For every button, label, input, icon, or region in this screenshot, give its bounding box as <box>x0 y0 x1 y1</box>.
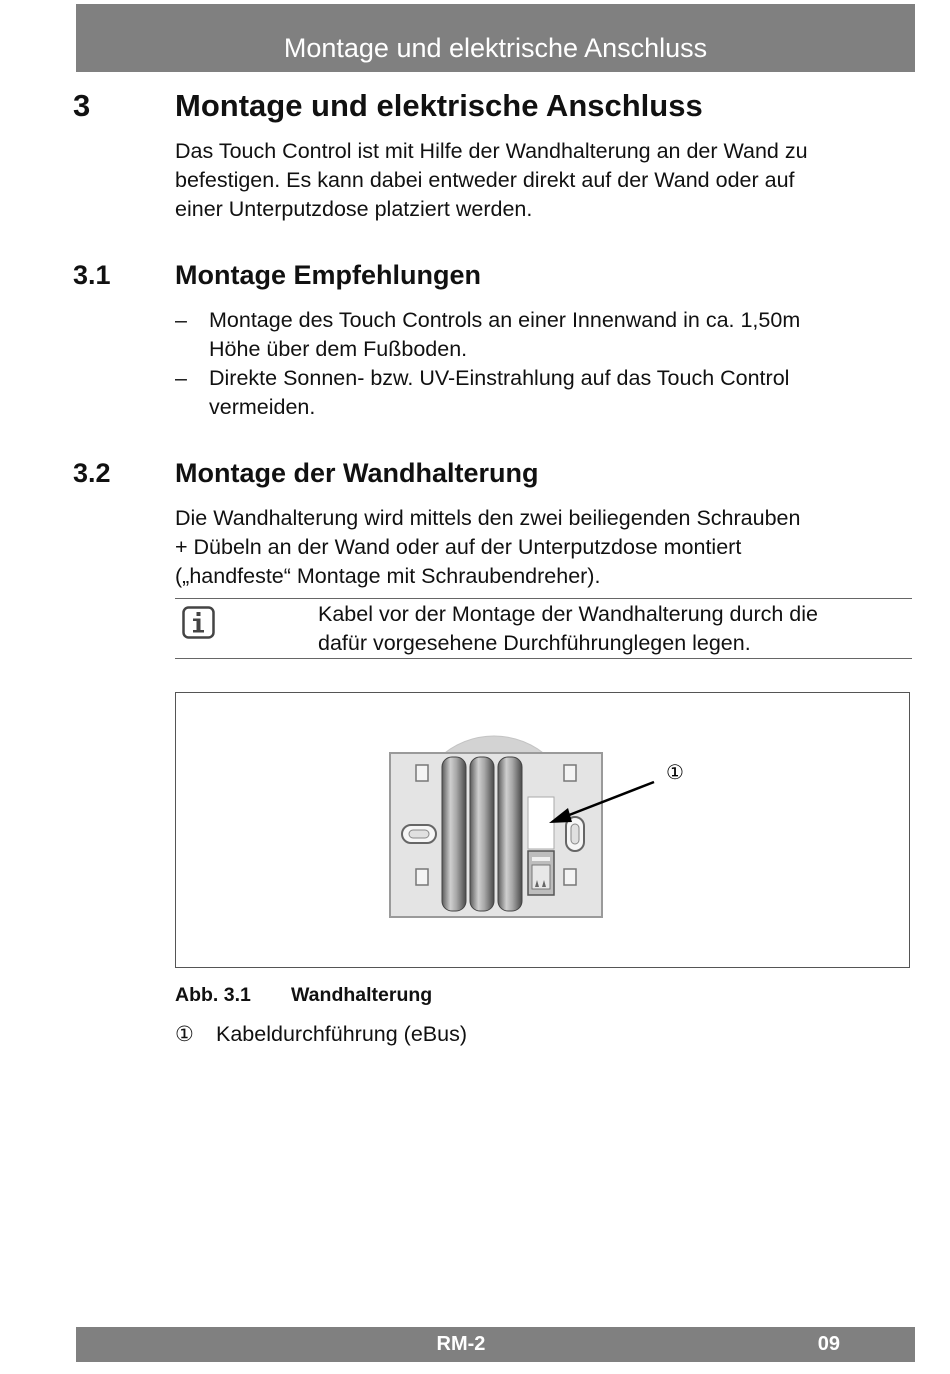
screw-slot-inner <box>409 830 429 838</box>
section-3-1-number: 3.1 <box>73 260 111 290</box>
figure-frame <box>175 692 910 968</box>
note-line: Kabel vor der Montage der Wandhalterung durch die <box>318 602 818 626</box>
paragraph-line: („handfeste“ Montage mit Schraubendreher). <box>175 564 601 588</box>
paragraph-line: + Dübeln an der Wand oder auf der Unterputzdose montiert <box>175 535 742 559</box>
section-3-2-title: Montage der Wandhalterung <box>175 458 539 488</box>
note-text <box>318 600 908 658</box>
screw-slot-inner <box>571 824 579 844</box>
paragraph-line: Die Wandhalterung wird mittels den zwei beiliegenden Schrauben <box>175 506 801 530</box>
bracket-clip <box>416 869 428 885</box>
caption-title: Wandhalterung <box>291 984 433 1006</box>
bullet-line: Montage des Touch Controls an einer Innenwand in ca. 1,50m <box>209 308 801 332</box>
wall-bracket-illustration <box>176 693 911 969</box>
bullet-line: Höhe über dem Fußboden. <box>209 337 468 361</box>
note-top-rule <box>175 598 912 599</box>
note-line: dafür vorgesehene Durchführunglegen legen. <box>318 631 751 655</box>
page-header <box>76 4 915 72</box>
paragraph-line: befestigen. Es kann dabei entweder direkt auf der Wand oder auf <box>175 168 795 192</box>
cable-opening <box>528 797 554 849</box>
footer-doc-id: RM-2 <box>436 1333 486 1355</box>
section-3-number: 3 <box>73 88 91 123</box>
legend-text: Kabeldurchführung (eBus) <box>216 1022 467 1046</box>
bracket-rail <box>498 757 522 911</box>
note-bottom-rule <box>175 658 912 659</box>
bullet-dash: – <box>175 366 187 390</box>
legend-marker: ① <box>175 1023 194 1046</box>
paragraph-line: einer Unterputzdose platziert werden. <box>175 197 533 221</box>
bullet-line: Direkte Sonnen- bzw. UV-Einstrahlung auf das Touch Control <box>209 366 790 390</box>
bracket-rail <box>442 757 466 911</box>
footer-page-number: 09 <box>817 1333 840 1355</box>
info-icon <box>182 606 215 639</box>
bullet-item <box>175 306 895 364</box>
bracket-rail <box>470 757 494 911</box>
bracket-clip <box>416 765 428 781</box>
section-3-2-number: 3.2 <box>73 458 111 488</box>
paragraph-line: Das Touch Control ist mit Hilfe der Wandhalterung an der Wand zu <box>175 139 808 163</box>
page-footer <box>76 1327 915 1362</box>
section-3-title: Montage und elektrische Anschluss <box>175 88 703 123</box>
figure-caption <box>175 984 432 1007</box>
section-3-1-title: Montage Empfehlungen <box>175 260 481 290</box>
bracket-clip <box>564 765 576 781</box>
section-3-2-paragraph <box>175 504 895 591</box>
header-title: Montage und elektrische Anschluss <box>283 33 708 63</box>
callout-marker: ① <box>666 760 684 784</box>
bullet-item <box>175 364 895 422</box>
section-3-paragraph <box>175 137 895 224</box>
figure-legend <box>175 1022 467 1047</box>
bracket-clip <box>564 869 576 885</box>
bullet-dash: – <box>175 308 187 332</box>
bullet-line: vermeiden. <box>209 395 316 419</box>
caption-number: Abb. 3.1 <box>175 984 251 1006</box>
